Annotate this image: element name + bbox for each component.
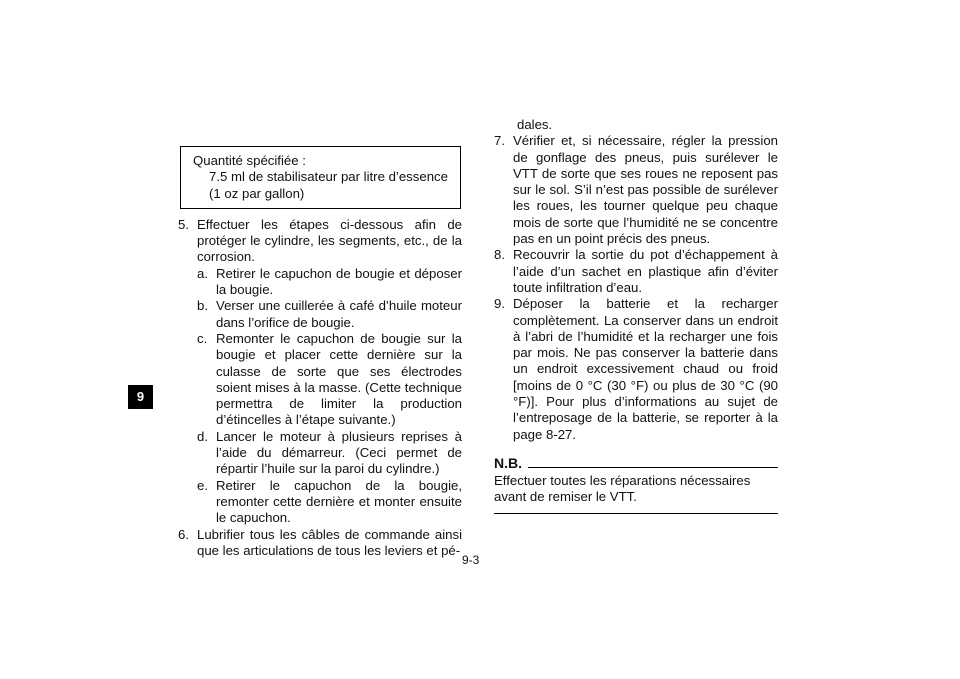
spec-box-line-2: (1 oz par gallon) <box>209 185 305 201</box>
substep-b <box>197 298 462 331</box>
step-5 <box>178 217 462 266</box>
step-text: Lubrifier tous les câbles de commande ainsi que les articulations de tous les leviers et pé- <box>197 526 462 558</box>
substep-text: Retirer le capuchon de la bougie, remonter cette dernière et monter ensuite le capuchon. <box>216 477 462 526</box>
step-8 <box>494 247 778 296</box>
substep-letter: a. <box>197 265 208 281</box>
step-number: 6. <box>178 526 189 542</box>
step-6 <box>178 527 462 560</box>
step-7 <box>494 133 778 247</box>
substep-letter: e. <box>197 477 208 493</box>
note-bottom-rule <box>494 513 778 514</box>
substep-a <box>197 266 462 299</box>
step-text: Vérifier et, si nécessaire, régler la pression de gonflage des pneus, puis surélever le VTT de sorte que ses roues ne reposent pas sur le sol. S’il n’est pas possible de surélever les roues, les tourner quelque peu chaque mois de sorte que l’humidité ne se concentre pas en un point précis des pneus. <box>513 133 778 247</box>
spec-box-line-1: 7.5 ml de stabilisateur par litre d’essence <box>209 169 448 185</box>
right-column <box>494 117 778 514</box>
page-number: 9-3 <box>462 553 480 567</box>
step-number: 7. <box>494 133 505 149</box>
spec-box <box>180 146 461 209</box>
step-6-continuation: dales. <box>517 117 553 132</box>
step-9 <box>494 296 778 443</box>
note-rule <box>528 467 778 468</box>
substep-letter: d. <box>197 428 208 444</box>
left-column <box>178 146 462 559</box>
substep-e <box>197 478 462 527</box>
substep-text: Lancer le moteur à plusieurs reprises à l’aide du démarreur. (Ceci permet de répartir l’huile sur la paroi du cylindre.) <box>216 428 462 477</box>
step-number: 8. <box>494 247 505 263</box>
note-text: Effectuer toutes les réparations nécessaires avant de remiser le VTT. <box>494 472 751 505</box>
step-text: Recouvrir la sortie du pot d’échappement à l’aide d’un sachet en plastique afin d’éviter toute infiltration d’eau. <box>513 247 778 295</box>
substep-d <box>197 429 462 478</box>
step-text: Effectuer les étapes ci-dessous afin de protéger le cylindre, les segments, etc., de la corrosion. <box>197 216 462 265</box>
note-header <box>494 455 778 471</box>
step-text: Déposer la batterie et la recharger complètement. La conserver dans un endroit à l’abri de l’humidité et la recharger une fois par mois. Ne pas conserver la batterie dans un endroit excessivement chaud ou froid [moins de 0 °C (30 °F) ou plus de 30 °C (90 °F)]. Pour plus d’informations au sujet de l’entreposage de la batterie, se reporter à la page 8-27. <box>513 296 778 442</box>
substep-letter: c. <box>197 330 208 346</box>
substep-letter: b. <box>197 298 208 314</box>
substep-c <box>197 331 462 429</box>
substep-text: Verser une cuillerée à café d’huile moteur dans l’orifice de bougie. <box>216 298 462 330</box>
step-number: 5. <box>178 216 189 232</box>
step-number: 9. <box>494 296 505 312</box>
chapter-tab: 9 <box>128 385 153 409</box>
spec-box-title: Quantité spécifiée : <box>193 153 306 168</box>
substep-text: Retirer le capuchon de bougie et déposer la bougie. <box>216 265 462 298</box>
substep-text: Remonter le capuchon de bougie sur la bougie et placer cette dernière sur la culasse de sorte que ses électrodes soient mises à la masse. (Cette technique permettra de limiter la production d’étincelles à l’étape suivante.) <box>216 330 462 428</box>
note-label: N.B. <box>494 454 522 471</box>
